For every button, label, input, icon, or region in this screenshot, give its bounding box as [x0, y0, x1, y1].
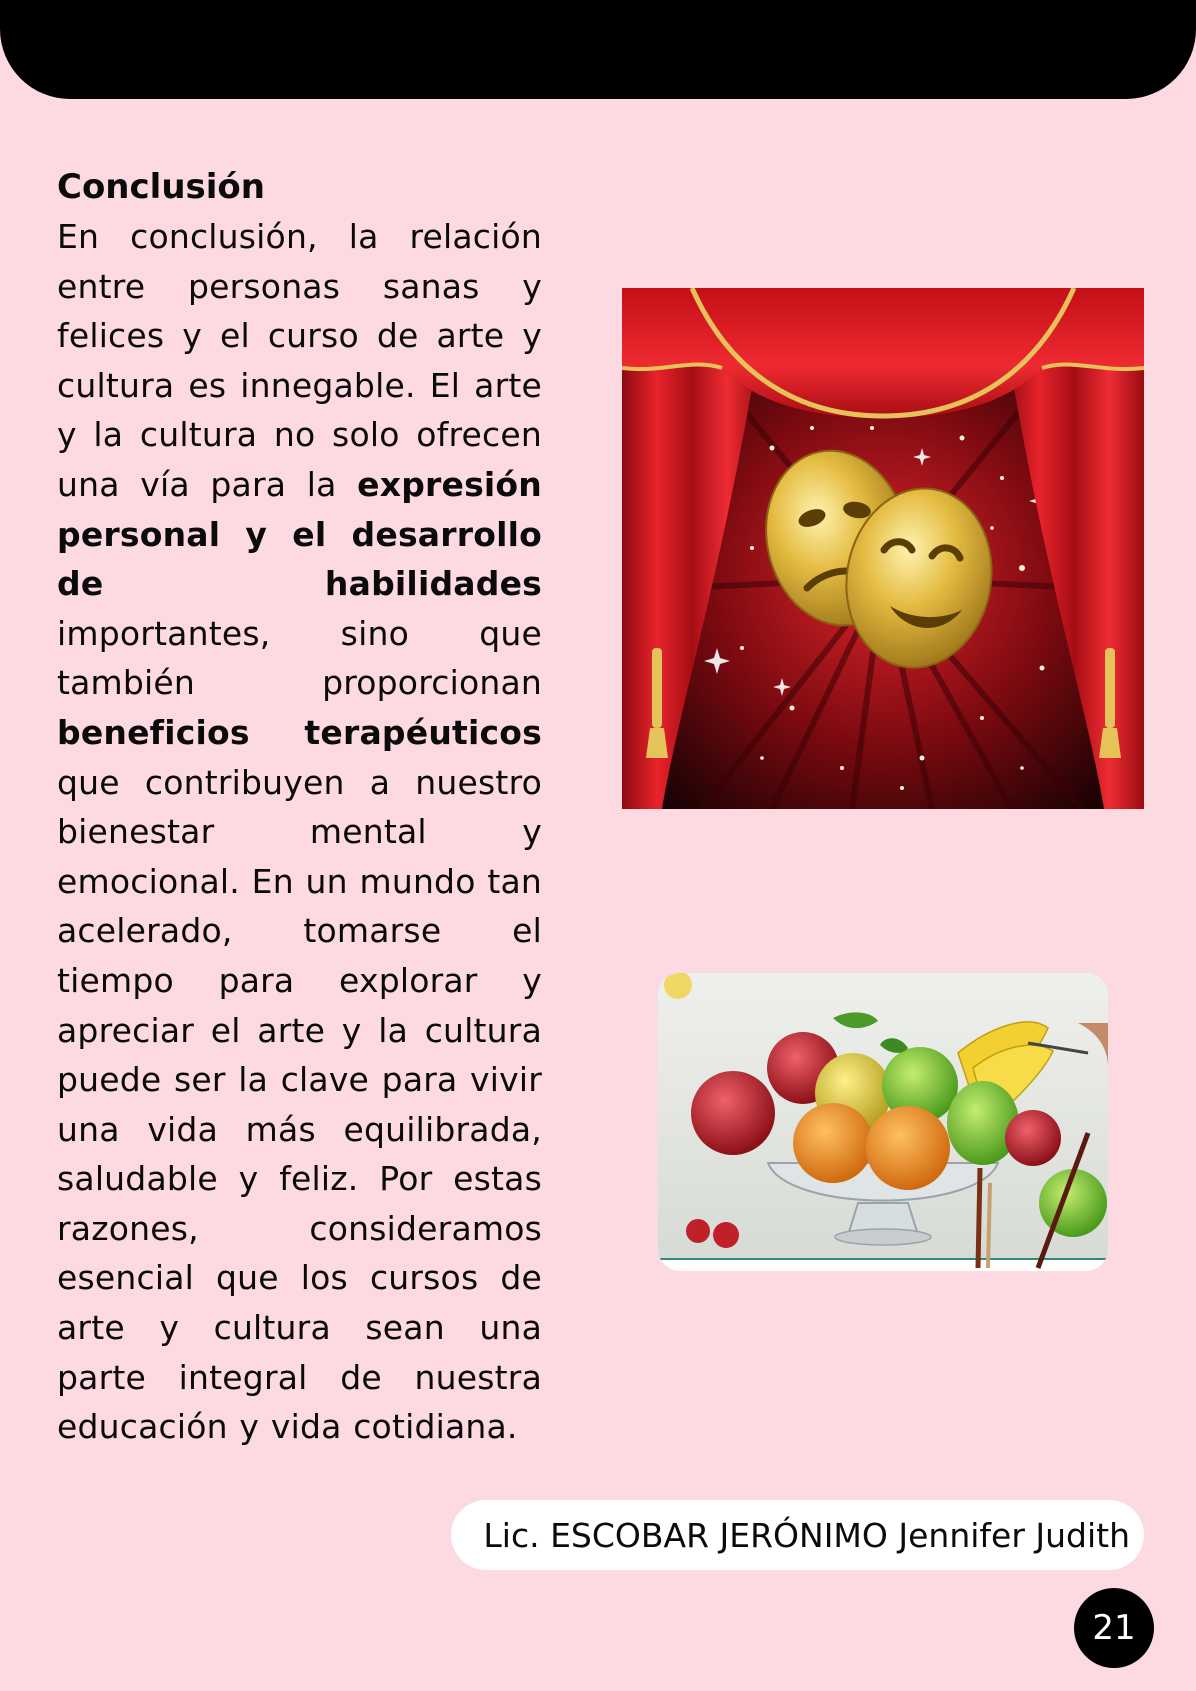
conclusion-paragraph	[57, 212, 542, 1452]
page-number-badge	[1074, 1588, 1154, 1668]
fruit-bowl-painting-image	[658, 973, 1108, 1271]
conclusion-section	[57, 162, 542, 1452]
top-header-band	[0, 0, 1196, 99]
paragraph-text-3: que contribuyen a nuestro bienestar mental y emocional. En un mundo tan acelerado, tomarse el tiempo para explorar y apreciar el arte y la cultura puede ser la clave para vivir una vida más equilibrada, saludable y feliz. Por estas razones, consideramos esencial que los cursos de arte y cultura sean una parte integral de nuestra educación y vida cotidiana.	[57, 762, 542, 1447]
paragraph-bold-1: expresión personal y el desarrollo de habilidades	[57, 464, 542, 604]
author-badge	[451, 1500, 1144, 1570]
theater-masks-image	[622, 288, 1144, 809]
paragraph-text-2: importantes, sino que también proporcionan	[57, 613, 542, 703]
paragraph-text-1: En conclusión, la relación entre personas sanas y felices y el curso de arte y cultura es innegable. El arte y la cultura no solo ofrecen una vía para la	[57, 217, 542, 504]
paragraph-bold-2: beneficios terapéuticos	[57, 712, 542, 752]
author-name: Lic. ESCOBAR JERÓNIMO Jennifer Judith	[483, 1515, 1130, 1555]
section-heading: Conclusión	[57, 167, 265, 207]
page-number: 21	[1092, 1608, 1136, 1648]
